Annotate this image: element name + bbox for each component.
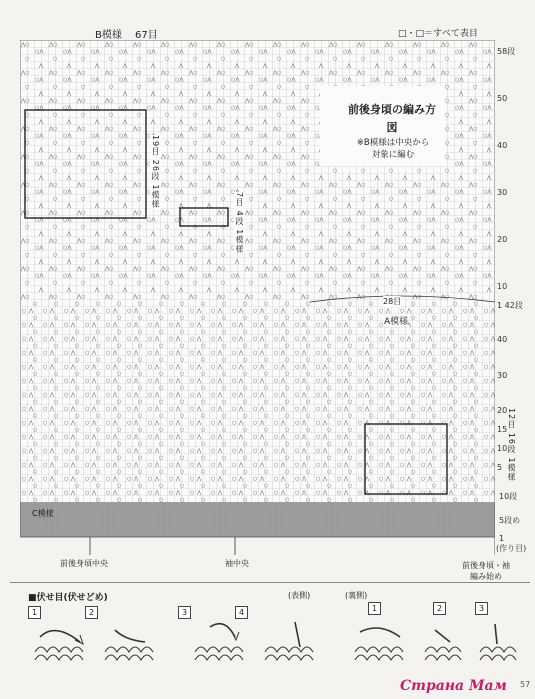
legend-text: □・□＝すべて表目 <box>398 29 478 39</box>
sleeve-center-label: 袖中央 <box>225 559 249 568</box>
purl-loops-2 <box>425 630 461 660</box>
row-num: 30 <box>497 188 508 197</box>
knit-loops-1 <box>35 631 83 660</box>
repeat-12-label: 12目 16段 1模様 <box>507 408 516 482</box>
step-2-box: 2 <box>85 606 98 619</box>
row-num: 20 <box>497 406 508 415</box>
row-num: 15 <box>497 425 508 434</box>
rows-10-label: 10段 <box>499 492 518 501</box>
note-text <box>345 137 441 161</box>
page-number: 57 <box>520 680 531 689</box>
repeat-7-label: 7目 4段 1模様 <box>235 192 244 254</box>
row-top-label: 58段 <box>497 47 516 56</box>
row-num: 20 <box>497 235 508 244</box>
purl-loops-3 <box>480 624 516 660</box>
front-side-label: (表側) <box>288 591 311 600</box>
step-4-box: 4 <box>235 606 248 619</box>
pattern-a-label: A模様 <box>384 314 408 327</box>
step-3-box: 3 <box>178 606 191 619</box>
row-num: 40 <box>497 335 508 344</box>
center-back-label: 前後身頃中央 <box>60 559 108 568</box>
pattern-b-label: B模様 <box>95 30 122 41</box>
note-line-1: ※B模様は中央から <box>356 138 430 148</box>
rows-5-label: 5段め <box>499 516 521 525</box>
stitch-28-label: 28目 <box>383 297 402 306</box>
knit-loops-3 <box>195 624 243 660</box>
row-num: 5 <box>497 463 503 472</box>
divider <box>10 582 530 583</box>
edge-label: 前後身頃・袖 <box>462 561 510 570</box>
pattern-c-label: C模様 <box>32 509 54 518</box>
row-numbers-upper <box>497 75 511 310</box>
knit-loops-4 <box>265 622 313 660</box>
watermark-logo: Страна Мам <box>400 678 507 694</box>
row-num: 30 <box>497 371 508 380</box>
note-line-2: 対象に編む <box>371 150 415 160</box>
rows-1-label: 1 <box>499 534 505 543</box>
step-1-box: 1 <box>28 606 41 619</box>
repeat-19-label: 19目 26段 1模様 <box>151 135 160 209</box>
row-num: 50 <box>497 94 508 103</box>
back-step-1-box: 1 <box>368 602 381 615</box>
back-step-2-box: 2 <box>433 602 446 615</box>
rows-42-label: 1 42段 <box>497 301 523 310</box>
row-num: 10 <box>497 444 508 453</box>
page-title: 前後身頃の編み方図 <box>348 103 436 134</box>
edge-label-2: 編み始め <box>470 572 502 581</box>
bind-off-title: ■伏せ目(伏せどめ) <box>28 593 108 603</box>
back-side-label: (裏側) <box>345 591 368 600</box>
stitch-count-label: 67目 <box>135 30 158 41</box>
purl-loops-1 <box>355 628 403 660</box>
bind-off-illustrations <box>20 612 525 672</box>
cast-on-label: (作り目) <box>496 544 527 553</box>
row-num: 10 <box>497 282 508 291</box>
row-num: 40 <box>497 141 508 150</box>
back-step-3-box: 3 <box>475 602 488 615</box>
knit-loops-2 <box>105 630 153 660</box>
